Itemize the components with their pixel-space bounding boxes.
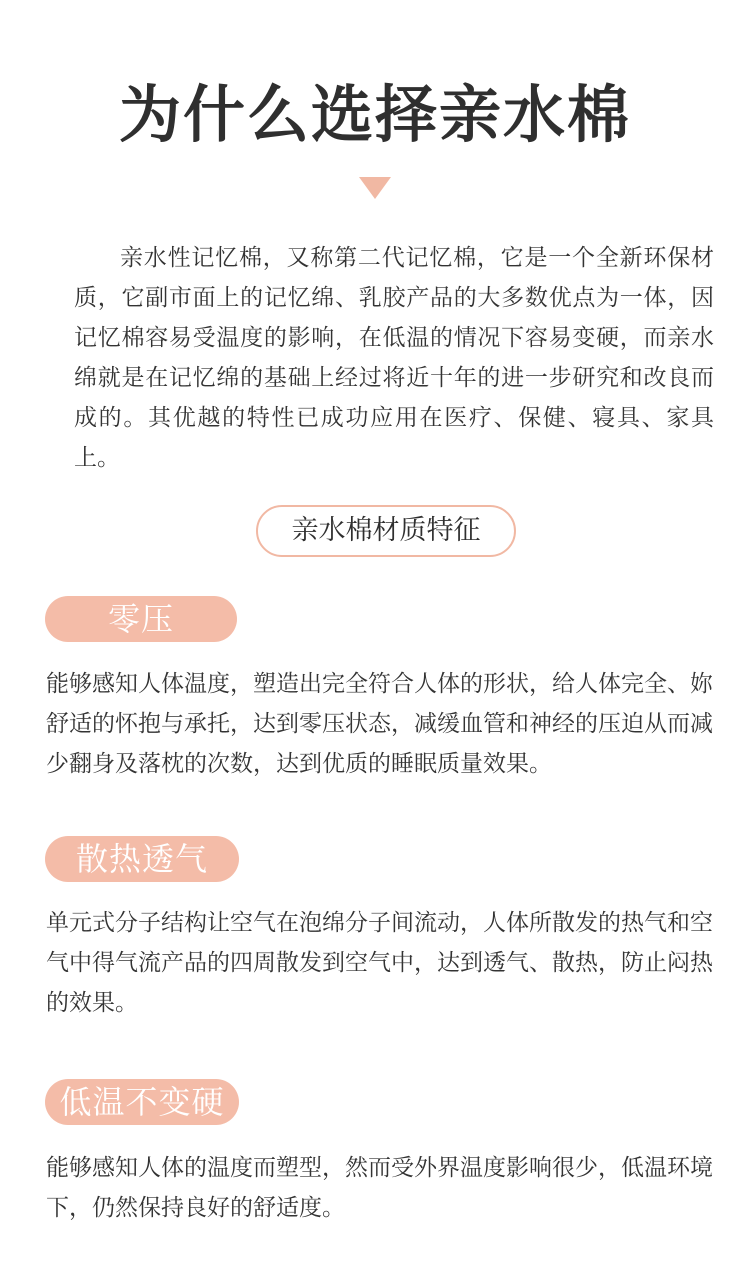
- feature-pill-breathable: 散热透气: [45, 836, 239, 882]
- down-triangle-icon: [359, 177, 391, 199]
- page-title: 为什么选择亲水棉: [118, 78, 631, 151]
- intro-paragraph: 亲水性记忆棉，又称第二代记忆棉，它是一个全新环保材质，它副市面上的记忆绵、乳胶产品的大多数优点为一体，因记忆棉容易受温度的影响，在低温的情况下容易变硬，而亲水绵就是在记忆绵的基础上经过将近十年的进一步研究和改良而成的。其优越的特性已成功应用在医疗、保健、寝具、家具上。: [74, 245, 714, 471]
- feature-pill-zero-pressure: 零压: [45, 596, 237, 642]
- feature-text-low-temp: 能够感知人体的温度而塑型，然而受外界温度影响很少，低温环境下，仍然保持良好的舒适度。: [46, 1155, 713, 1221]
- feature-pill-low-temp: 低温不变硬: [45, 1079, 239, 1125]
- feature-text-zero-pressure: 能够感知人体温度，塑造出完全符合人体的形状，给人体完全、妳舒适的怀抱与承托，达到零压状态，减缓血管和神经的压迫从而减少翻身及落枕的次数，达到优质的睡眠质量效果。: [46, 671, 713, 777]
- section-label: 亲水棉材质特征: [256, 505, 516, 557]
- feature-text-breathable: 单元式分子结构让空气在泡绵分子间流动，人体所散发的热气和空气中得气流产品的四周散发到空气中，达到透气、散热，防止闷热的效果。: [46, 910, 713, 1016]
